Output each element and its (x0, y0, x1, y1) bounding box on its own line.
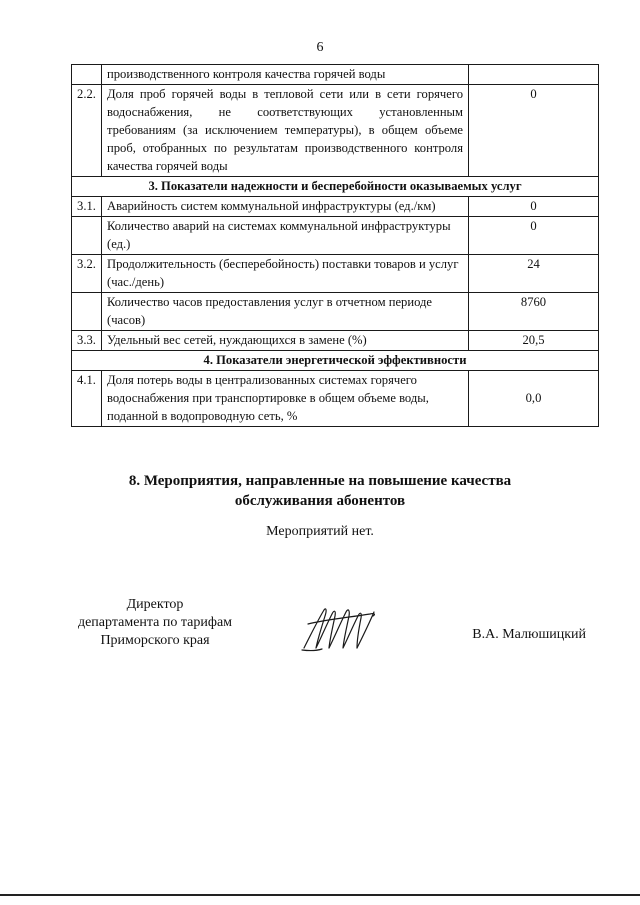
section-title: 4. Показатели энергетической эффективности (72, 351, 599, 371)
table-row (72, 217, 599, 255)
position-line: Приморского края (100, 633, 210, 648)
scan-edge-divider (0, 894, 640, 896)
row-number: 3.2. (72, 255, 102, 293)
row-description: Доля проб горячей воды в тепловой сети или в сети горячего водоснабжения, не соответствующих установленным требованиям (за исключением температуры), в общем объеме проб, отобранных по результатам производственного контроля качества горячей воды (102, 85, 469, 177)
row-number: 2.2. (72, 85, 102, 177)
signatory-position (60, 596, 250, 650)
table-row (72, 331, 599, 351)
row-description: производственного контроля качества горячей воды (102, 65, 469, 85)
row-number (72, 217, 102, 255)
row-value: 24 (469, 255, 599, 293)
table-row (72, 293, 599, 331)
table-row (72, 371, 599, 427)
row-description: Количество часов предоставления услуг в отчетном периоде (часов) (102, 293, 469, 331)
section-8-title-line1: 8. Мероприятия, направленные на повышение качества (128, 473, 512, 489)
row-number: 3.1. (72, 197, 102, 217)
section-header-row (72, 351, 599, 371)
table-row (72, 255, 599, 293)
row-value: 0 (469, 85, 599, 177)
row-number (72, 293, 102, 331)
position-line: Директор (126, 597, 184, 612)
row-description: Количество аварий на системах коммунальной инфраструктуры (ед.) (102, 217, 469, 255)
section-title: 3. Показатели надежности и бесперебойности оказываемых услуг (72, 177, 599, 197)
table-row (72, 65, 599, 85)
row-description: Доля потерь воды в централизованных системах горячего водоснабжения при транспортировке в общем объеме воды, поданной в водопроводную сеть, % (102, 371, 469, 427)
row-value: 20,5 (469, 331, 599, 351)
position-line: департамента по тарифам (77, 615, 233, 630)
row-description: Аварийность систем коммунальной инфраструктуры (ед./км) (102, 197, 469, 217)
row-value: 0,0 (469, 371, 599, 427)
section-8-heading (0, 471, 640, 511)
row-description: Продолжительность (бесперебойность) поставки товаров и услуг (час./день) (102, 255, 469, 293)
no-measures-text: Мероприятий нет. (266, 524, 374, 539)
page-number: 6 (316, 40, 324, 55)
row-value (469, 65, 599, 85)
row-number (72, 65, 102, 85)
signatory-name: В.А. Малюшицкий (472, 627, 586, 642)
section-8-title-line2: обслуживания абонентов (234, 493, 406, 509)
row-number: 4.1. (72, 371, 102, 427)
row-value: 8760 (469, 293, 599, 331)
row-number: 3.3. (72, 331, 102, 351)
table-row (72, 85, 599, 177)
handwritten-signature (300, 602, 380, 654)
indicators-table (71, 64, 599, 427)
row-value: 0 (469, 217, 599, 255)
table-row (72, 197, 599, 217)
row-value: 0 (469, 197, 599, 217)
row-description: Удельный вес сетей, нуждающихся в замене (%) (102, 331, 469, 351)
section-header-row (72, 177, 599, 197)
